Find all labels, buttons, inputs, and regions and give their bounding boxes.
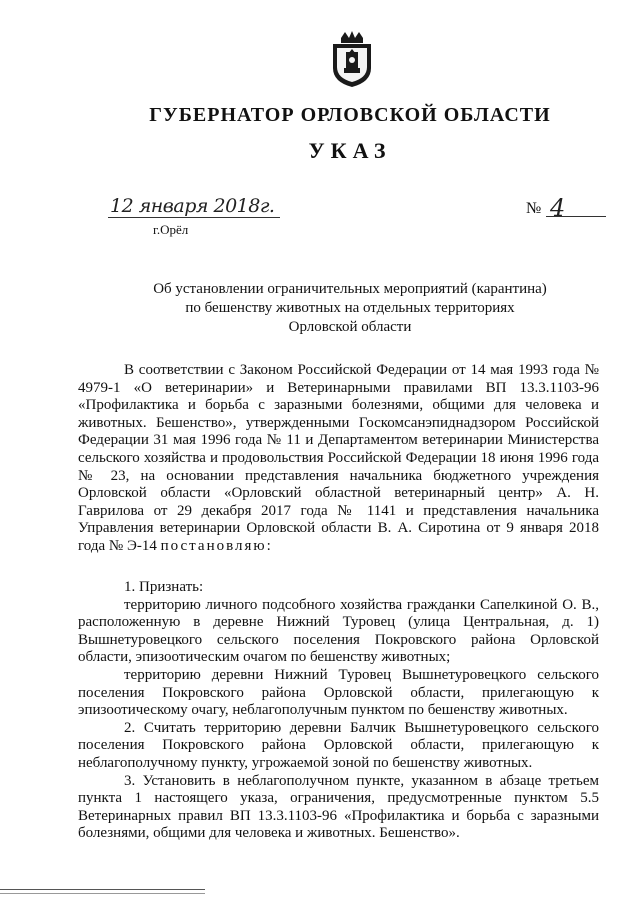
date-field — [108, 195, 278, 219]
date-underline — [108, 217, 280, 218]
decree-subject: Об установлении ограничительных мероприятий (карантина) по бешенству животных на отдельных территориях Орловской области — [153, 281, 547, 335]
item-paragraph: 2. Считать территорию деревни Балчик Вышнетуровецкого сельского поселения Покровского района Орловской области, прилегающую к неблагополучному пункту, угрожаемой зоной по бешенству животных. — [78, 719, 599, 771]
item-paragraph: 3. Установить в неблагополучном пункте, указанном в абзаце третьем пункта 1 настоящего указа, ограничения, предусмотренные пунктом 5.5 Ветеринарных правил ВП 13.3.1103-96 «Профилактика и борьба с заразными болезнями, общими для человека и животных. Бешенство». — [78, 772, 599, 842]
decree-items — [78, 579, 599, 843]
number-handwritten: 4 — [550, 194, 566, 222]
preamble-text: В соответствии с Законом Российской Федерации от 14 мая 1993 года № 4979-1 «О ветеринарии» и Ветеринарными правилами ВП 13.3.1103-96 «Профилактика и борьба с заразными болезнями, общими для человека и животных. Бешенство», утвержденными Госкомсанэпиднадзором Российской Федерации 31 мая 1996 года № 11 и Департаментом ветеринарии Министерства сельского хозяйства и продовольствия Российской Федерации 18 июня 1996 года № 23, на основании представления начальника бюджетного учреждения Орловской области «Орловский областной ветеринарный центр» А. Н. Гаврилова от 29 декабря 2017 года № 1141 и представления начальника Управления ветеринарии Орловской области В. А. Сиротина от 9 января 2018 года № Э-14 — [78, 362, 599, 554]
footer-divider — [0, 893, 205, 894]
number-field — [526, 194, 606, 224]
item-paragraph: 1. Признать: — [124, 579, 204, 595]
date-handwritten: 12 января 2018г. — [110, 195, 275, 217]
footer-divider — [0, 889, 205, 890]
resolve-word: постановляю: — [160, 537, 273, 554]
city-label: г.Орёл — [153, 222, 189, 237]
number-sign: № — [526, 200, 542, 217]
decree-heading: УКАЗ — [308, 138, 392, 163]
item-paragraph: территорию личного подсобного хозяйства гражданки Сапелкиной О. В., расположенную в деревне Нижний Туровец (улица Центральная, д. 1) Вышнетуровецкого сельского поселения Покровского района Орловской области, эпизоотическим очагом по бешенству животных; — [78, 596, 599, 666]
preamble-paragraph — [78, 362, 599, 556]
coat-of-arms-emblem — [329, 30, 375, 88]
item-paragraph: территорию деревни Нижний Туровец Вышнетуровецкого сельского поселения Покровского района Орловской области, прилегающую к эпизоотическому очагу, неблагополучным пунктом по бешенству животных. — [78, 666, 599, 719]
governor-heading: ГУБЕРНАТОР ОРЛОВСКОЙ ОБЛАСТИ — [149, 104, 551, 126]
number-underline — [546, 216, 606, 217]
